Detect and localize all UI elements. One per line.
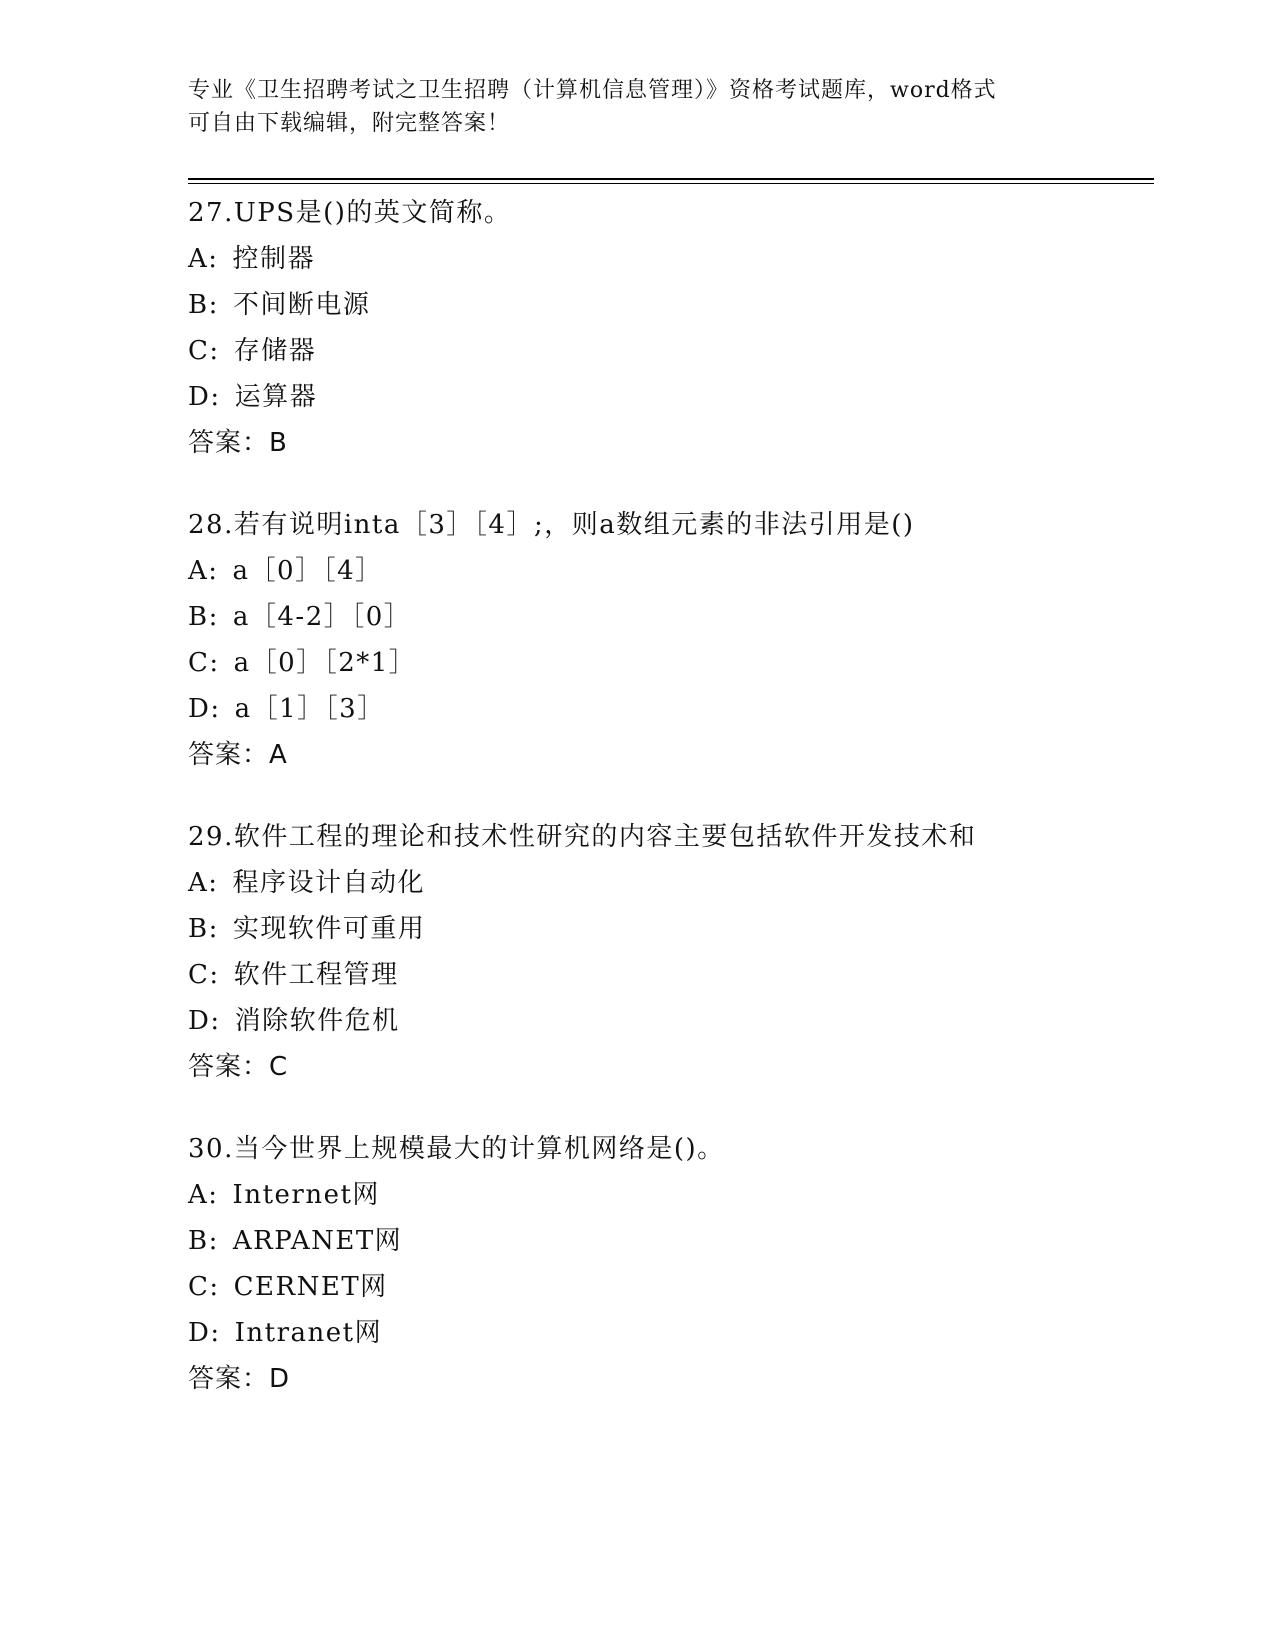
option-text: Internet网 [232,1180,380,1210]
option-label: B: [188,1226,219,1256]
header-divider-thick [188,178,1154,180]
option-text: CERNET网 [233,1272,388,1302]
option-text: 不间断电源 [232,290,371,320]
header-line-1: 专业《卫生招聘考试之卫生招聘（计算机信息管理）》资格考试题库，word格式 [188,78,997,103]
option-a [188,236,1148,282]
option-b [188,594,1148,640]
option-d [188,998,1148,1044]
option-text: 软件工程管理 [233,960,399,990]
option-a [188,1172,1148,1218]
option-text: 控制器 [232,244,316,274]
option-d [188,374,1148,420]
answer-line: 答案：D [188,1364,291,1394]
question-block [188,814,1148,1090]
option-text: 实现软件可重用 [232,914,426,944]
option-label: D: [188,1318,221,1348]
header-line-2: 可自由下载编辑，附完整答案！ [188,111,511,136]
header-divider-thin [188,183,1154,184]
option-b [188,282,1148,328]
question-list [188,190,1148,1438]
option-label: C: [188,1272,220,1302]
option-text: a［4-2］［0］ [232,602,412,632]
question-block [188,190,1148,466]
option-b [188,906,1148,952]
option-text: ARPANET网 [232,1226,403,1256]
option-label: C: [188,960,220,990]
option-text: 程序设计自动化 [232,868,426,898]
option-b [188,1218,1148,1264]
option-label: B: [188,914,219,944]
option-text: 存储器 [233,336,317,366]
option-label: D: [188,694,221,724]
option-text: 消除软件危机 [234,1006,400,1036]
option-label: D: [188,1006,221,1036]
option-d [188,1310,1148,1356]
option-label: A: [188,1180,219,1210]
option-label: A: [188,244,219,274]
option-c [188,328,1148,374]
option-text: 运算器 [234,382,318,412]
option-a [188,860,1148,906]
option-label: B: [188,602,219,632]
option-c [188,952,1148,998]
question-block [188,1126,1148,1402]
option-label: C: [188,648,220,678]
question-stem: 29.软件工程的理论和技术性研究的内容主要包括软件开发技术和 [188,822,977,852]
option-c [188,640,1148,686]
option-text: a［0］［4］ [232,556,383,586]
option-label: A: [188,868,219,898]
answer-line: 答案：C [188,1052,289,1082]
option-a [188,548,1148,594]
option-label: B: [188,290,219,320]
option-label: D: [188,382,221,412]
option-d [188,686,1148,732]
question-stem: 30.当今世界上规模最大的计算机网络是()。 [188,1134,725,1164]
answer-line: 答案：B [188,428,288,458]
answer-line: 答案：A [188,740,288,770]
option-label: A: [188,556,219,586]
document-header [188,74,1088,140]
option-text: a［0］［2*1］ [233,648,417,678]
option-c [188,1264,1148,1310]
question-stem: 27.UPS是()的英文简称。 [188,198,512,228]
option-text: a［1］［3］ [234,694,385,724]
question-block [188,502,1148,778]
option-text: Intranet网 [234,1318,383,1348]
question-stem: 28.若有说明inta［3］［4］;，则a数组元素的非法引用是() [188,510,915,540]
option-label: C: [188,336,220,366]
